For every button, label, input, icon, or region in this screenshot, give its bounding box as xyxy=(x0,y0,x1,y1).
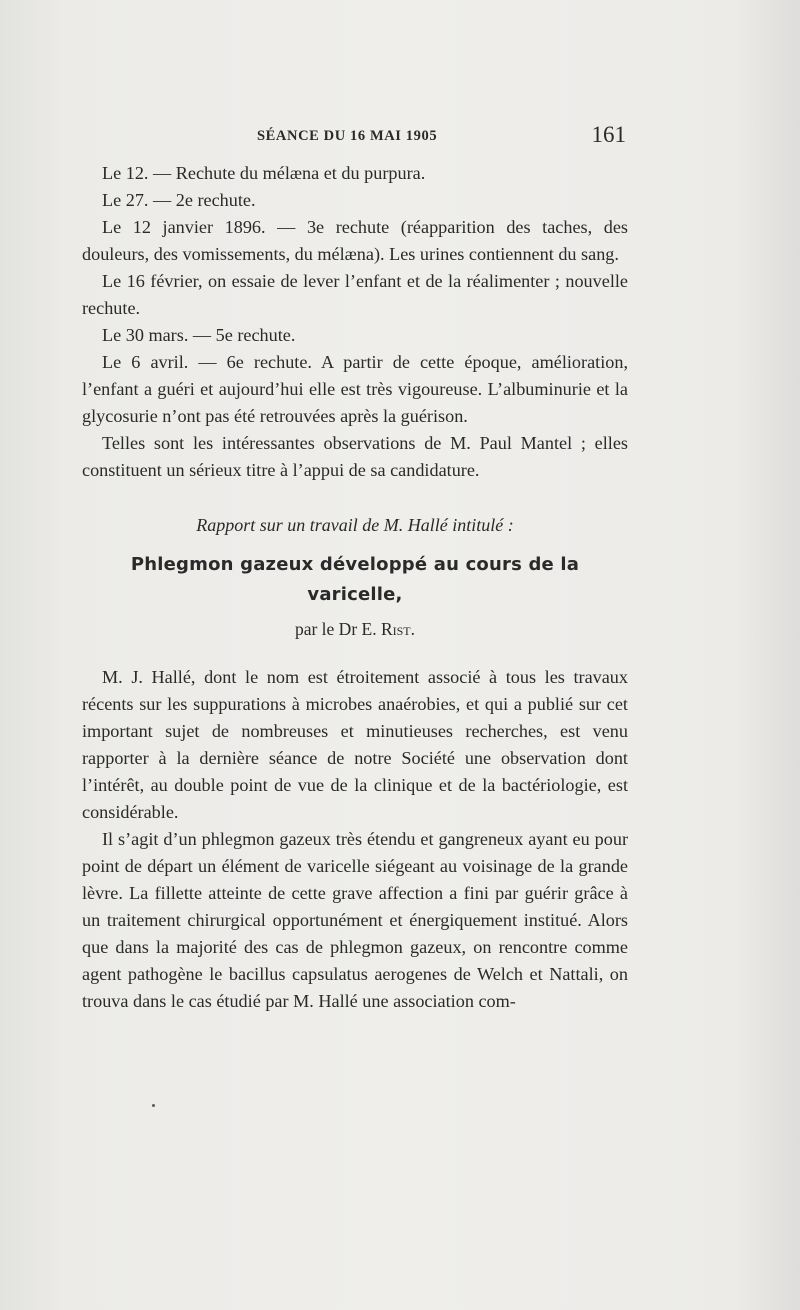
author-name: Rist. xyxy=(380,619,416,639)
report-paragraph-2: Il s’agit d’un phlegmon gazeux très étendu et gangreneux ayant eu pour point de départ un élément de varicelle siégeant au voisinage de la grande lèvre. La fillette atteinte de cette grave affection a fini par guérir grâce à un traitement chirurgical opportunément et énergiquement institué. Alors que dans la majorité des cas de phlegmon gazeux, on rencontre comme agent pathogène le bacillus capsulatus aerogenes de Welch et Nattali, on trouva dans le cas étudié par M. Hallé une association com- xyxy=(82,829,628,1011)
author-prefix: par le Dr E. xyxy=(294,619,381,639)
paragraph-4: Le 16 février, on essaie de lever l’enfant et de la réalimenter ; nouvelle rechute. xyxy=(82,271,628,318)
report-title: Phlegmon gazeux développé au cours de la varicelle, xyxy=(130,554,580,605)
page-header xyxy=(82,124,628,154)
paper-speck xyxy=(152,1104,155,1107)
page-body xyxy=(82,160,628,1015)
paragraph-7: Telles sont les intéressantes observations de M. Paul Mantel ; elles constituent un sérieux titre à l’appui de sa candidature. xyxy=(82,433,628,480)
paragraph-1: Le 12. — Rechute du mélæna et du purpura. xyxy=(102,163,426,183)
paragraph-6: Le 6 avril. — 6e rechute. A partir de cette époque, amélioration, l’enfant a guéri et aujourd’hui elle est très vigoureuse. L’albuminurie et la glycosurie n’ont pas été retrouvées après la guérison. xyxy=(82,352,628,426)
report-paragraph-1: M. J. Hallé, dont le nom est étroitement associé à tous les travaux récents sur les suppurations à microbes anaérobies, et qui a publié sur cet important sujet de nombreuses et minutieuses recherches, est venu rapporter à la dernière séance de notre Société une observation dont l’intérêt, au double point de vue de la clinique et de la bactériologie, est considérable. xyxy=(82,667,628,822)
page-number: 161 xyxy=(591,122,626,147)
report-author xyxy=(82,616,628,642)
paragraph-2: Le 27. — 2e rechute. xyxy=(102,190,256,210)
paragraph-5: Le 30 mars. — 5e rechute. xyxy=(102,325,296,345)
running-head: SÉANCE DU 16 MAI 1905 xyxy=(257,128,438,144)
report-heading: Rapport sur un travail de M. Hallé intitulé : xyxy=(196,515,514,535)
paragraph-3: Le 12 janvier 1896. — 3e rechute (réapparition des taches, des douleurs, des vomissements, du mélæna). Les urines contiennent du sang. xyxy=(82,217,628,264)
